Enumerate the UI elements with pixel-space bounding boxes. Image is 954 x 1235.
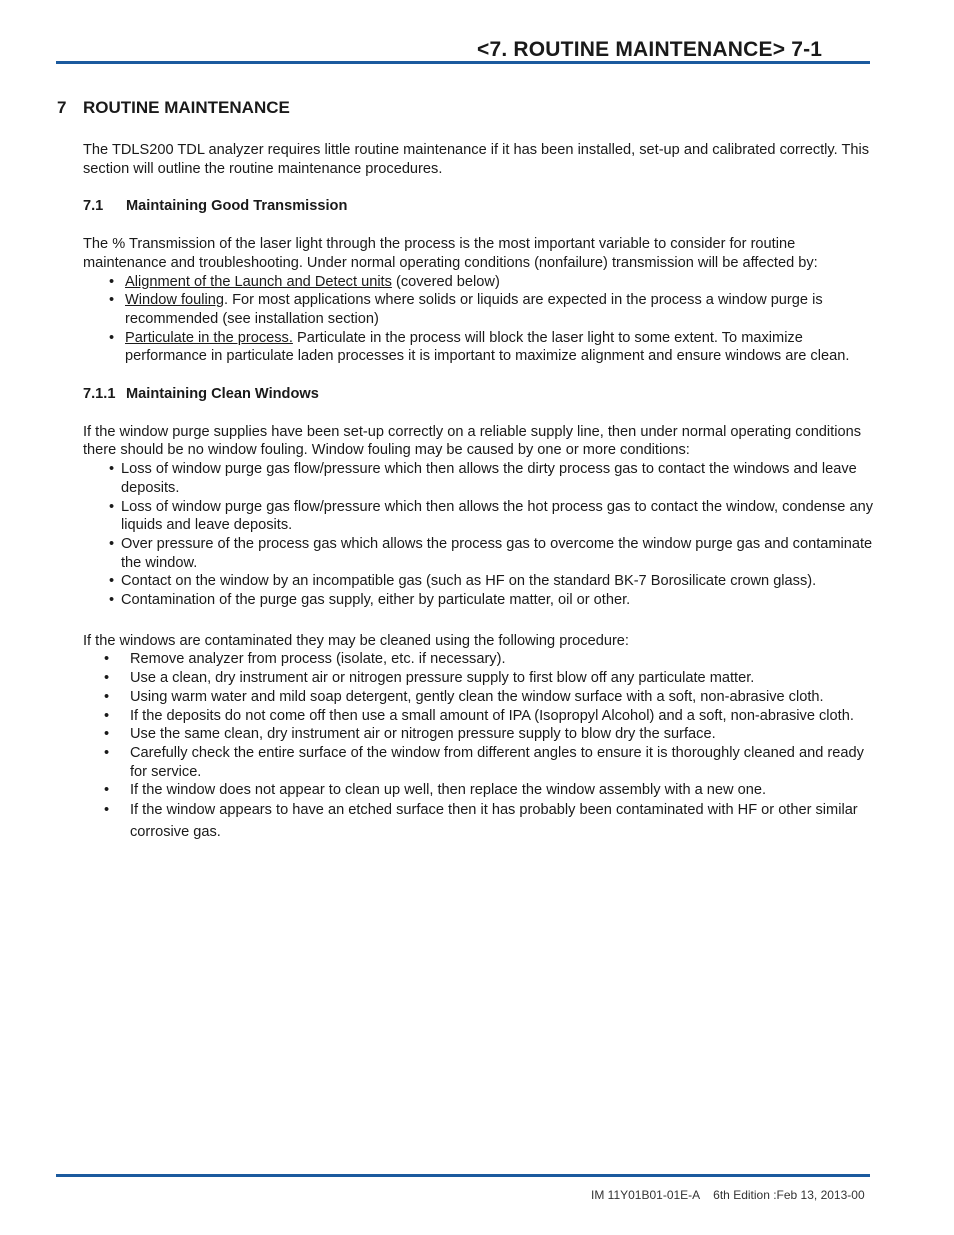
list-item: • If the window does not appear to clean up well, then replace the window assembly with a new one. xyxy=(104,782,767,799)
list-item-text: Using warm water and mild soap detergent, gently clean the window surface with a soft, non-abrasive cloth. xyxy=(130,688,824,705)
subsection-heading-7-1-1 xyxy=(83,385,873,404)
list-item: • Window fouling. For most applications where solids or liquids are expected in the process a window purge is recommended (see installation section) xyxy=(109,292,823,327)
list-item-text: Remove analyzer from process (isolate, etc. if necessary). xyxy=(130,651,506,668)
list-item-text: Carefully check the entire surface of the window from different angles to ensure it is thoroughly cleaned and ready for service. xyxy=(130,744,864,780)
list-item: • Contamination of the purge gas supply, either by particulate matter, oil or other. xyxy=(109,592,631,609)
windows-paragraph: If the window purge supplies have been set-up correctly on a reliable supply line, then under normal operating conditions there should be no window fouling. Window fouling may be caused by one or more conditions: xyxy=(83,423,861,459)
list-item: • Contact on the window by an incompatible gas (such as HF on the standard BK-7 Borosilicate crown glass). xyxy=(109,573,817,590)
subsection-title: Maintaining Clean Windows xyxy=(126,386,319,403)
list-item-text: If the window does not appear to clean up well, then replace the window assembly with a new one. xyxy=(130,782,767,799)
list-item-text: . For most applications where solids or liquids are expected in the process a window purge is recommended (see installation section) xyxy=(125,292,823,327)
list-item: • If the window appears to have an etched surface then it has probably been contaminated with HF or other similar corrosive gas. xyxy=(83,800,873,843)
list-item-text: Loss of window purge gas flow/pressure which then allows the hot process gas to contact the window, condense any liquids and leave deposits. xyxy=(121,498,874,534)
conditions-list xyxy=(83,460,873,610)
header-rule xyxy=(56,61,870,64)
subsection-title: Maintaining Good Transmission xyxy=(126,198,348,215)
list-item-text: If the deposits do not come off then use a small amount of IPA (Isopropyl Alcohol) and a soft, non-abrasive cloth. xyxy=(130,707,854,724)
list-item: • Carefully check the entire surface of the window from different angles to ensure it is thoroughly cleaned and ready for service. xyxy=(104,744,864,780)
list-item-text: Particulate in the process will block the laser light to some extent. To maximize performance in particulate laden processes it is important to maximize alignment and ensure windows are clean. xyxy=(125,329,850,365)
subsection-number: 7.1 xyxy=(83,198,104,215)
list-item-text: Contamination of the purge gas supply, either by particulate matter, oil or other. xyxy=(121,592,631,609)
list-item: • Over pressure of the process gas which allows the process gas to overcome the window purge gas and contaminate the window. xyxy=(109,535,873,571)
list-item: • Remove analyzer from process (isolate, etc. if necessary). xyxy=(104,651,506,668)
list-item: • Loss of window purge gas flow/pressure which then allows the hot process gas to contact the window, condense any liquids and leave deposits. xyxy=(109,498,874,534)
list-item-lead: Window fouling xyxy=(125,292,224,309)
subsection-number: 7.1.1 xyxy=(83,386,116,403)
page-body xyxy=(83,141,873,843)
list-item: • If the deposits do not come off then use a small amount of IPA (Isopropyl Alcohol) and a soft, non-abrasive cloth. xyxy=(104,707,854,724)
section-heading xyxy=(57,98,290,118)
section-number: 7 xyxy=(57,98,67,117)
list-item: • Using warm water and mild soap detergent, gently clean the window surface with a soft, non-abrasive cloth. xyxy=(104,688,824,705)
list-item-text: Over pressure of the process gas which allows the process gas to overcome the window purge gas and contaminate the window. xyxy=(121,535,873,571)
list-item-text: Use a clean, dry instrument air or nitrogen pressure supply to first blow off any particulate matter. xyxy=(130,670,755,687)
list-item-text: If the window appears to have an etched surface then it has probably been contaminated with HF or other similar corrosive gas. xyxy=(130,802,858,840)
page-footer xyxy=(591,1188,865,1202)
edition-info: 6th Edition :Feb 13, 2013-00 xyxy=(713,1188,865,1202)
document-id: IM 11Y01B01-01E-A xyxy=(591,1188,701,1202)
list-item: • Particulate in the process. Particulate in the process will block the laser light to some extent. To maximize performance in particulate laden processes it is important to maximize alignment and ensure windows are clean. xyxy=(109,329,850,365)
intro-paragraph: The TDLS200 TDL analyzer requires little routine maintenance if it has been installed, set-up and calibrated correctly. This section will outline the routine maintenance procedures. xyxy=(83,142,870,177)
list-item: • Use the same clean, dry instrument air or nitrogen pressure supply to blow dry the surface. xyxy=(104,726,716,743)
list-item-text: Loss of window purge gas flow/pressure which then allows the dirty process gas to contact the windows and leave deposits. xyxy=(121,461,857,496)
cleaning-procedure-list xyxy=(83,650,873,843)
list-item-text: Use the same clean, dry instrument air or nitrogen pressure supply to blow dry the surface. xyxy=(130,726,716,743)
footer-rule xyxy=(56,1174,870,1177)
list-item: • Use a clean, dry instrument air or nitrogen pressure supply to first blow off any particulate matter. xyxy=(104,670,755,687)
list-item-lead: Alignment of the Launch and Detect units xyxy=(125,273,392,290)
list-item: • Loss of window purge gas flow/pressure which then allows the dirty process gas to contact the windows and leave deposits. xyxy=(109,461,857,496)
list-item-text: (covered below) xyxy=(391,273,500,290)
cleaning-paragraph: If the windows are contaminated they may be cleaned using the following procedure: xyxy=(83,632,629,649)
transmission-list xyxy=(83,273,873,367)
list-item-lead: Particulate in the process. xyxy=(125,329,293,346)
section-title: ROUTINE MAINTENANCE xyxy=(83,98,290,117)
transmission-paragraph: The % Transmission of the laser light through the process is the most important variable to consider for routine maintenance and troubleshooting. Under normal operating conditions (nonfailure) transmission will be affected by: xyxy=(83,236,818,271)
list-item-text: Contact on the window by an incompatible gas (such as HF on the standard BK-7 Borosilicate crown glass). xyxy=(121,573,817,590)
list-item: • Alignment of the Launch and Detect units (covered below) xyxy=(109,273,500,290)
subsection-heading-7-1 xyxy=(83,197,873,216)
page-header-title: <7. ROUTINE MAINTENANCE> 7-1 xyxy=(477,38,823,61)
